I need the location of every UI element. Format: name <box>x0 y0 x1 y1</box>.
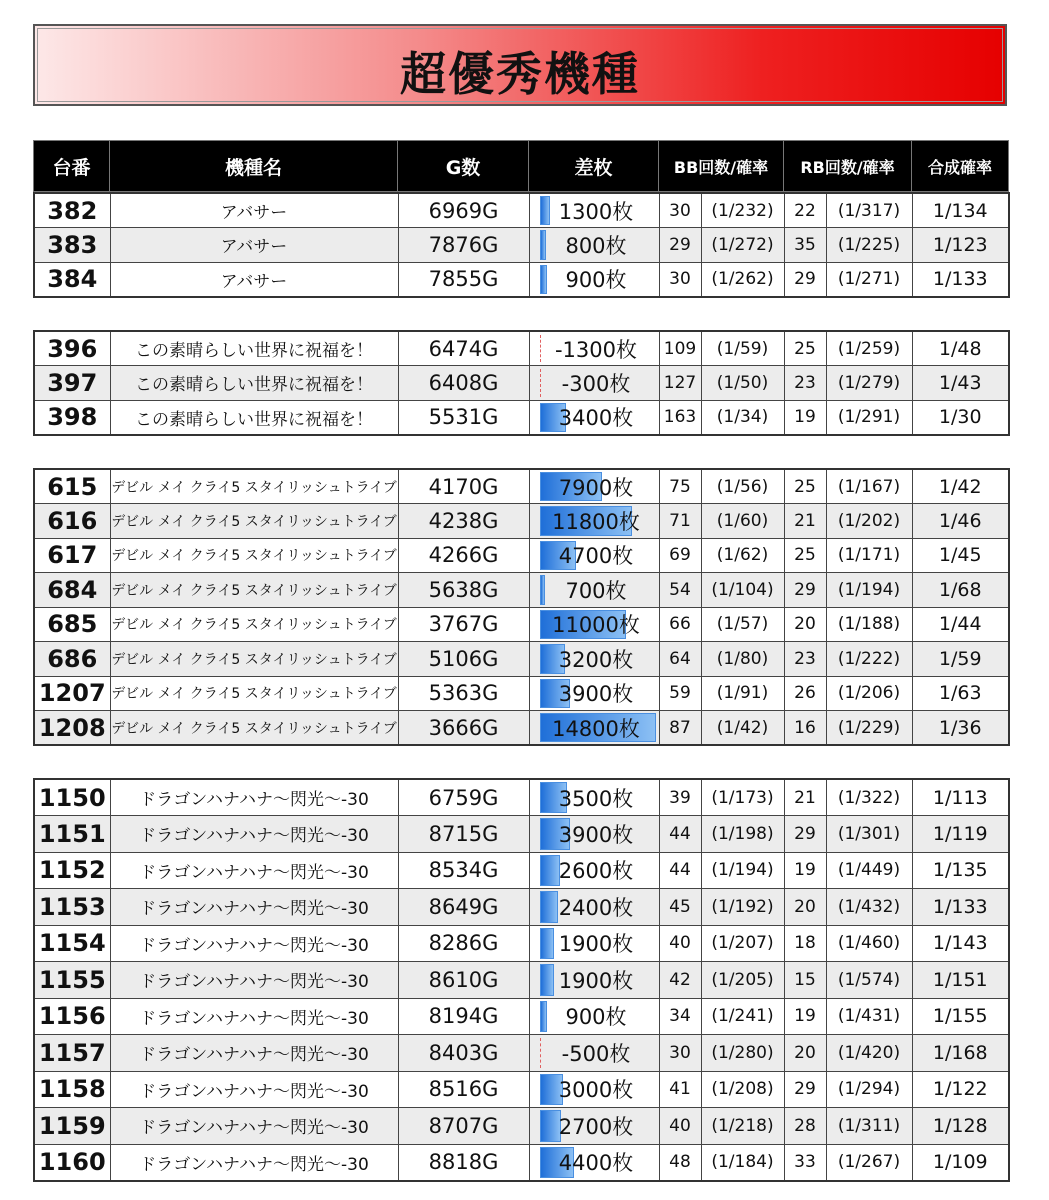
table-row <box>34 962 1009 999</box>
table-row <box>34 889 1009 926</box>
rb-count: 19 <box>784 400 826 435</box>
combined-probability: 1/46 <box>912 504 1009 539</box>
machine-group-table <box>33 778 1010 1182</box>
machine-name: ドラゴンハナハナ～閃光～-30 <box>110 925 398 962</box>
machine-name: ドラゴンハナハナ～閃光～-30 <box>110 1035 398 1072</box>
game-count: 4170G <box>398 469 529 504</box>
table-row <box>34 504 1009 539</box>
machine-number: 1154 <box>34 925 110 962</box>
diff-cell <box>529 711 659 746</box>
machine-number: 1160 <box>34 1144 110 1181</box>
rb-count: 35 <box>784 228 826 263</box>
bb-probability: (1/59) <box>701 331 784 366</box>
bb-count: 163 <box>659 400 701 435</box>
machine-number: 1153 <box>34 889 110 926</box>
diff-cell <box>529 193 659 228</box>
header-games: G数 <box>398 141 529 192</box>
bb-count: 54 <box>659 573 701 608</box>
combined-probability: 1/68 <box>912 573 1009 608</box>
combined-probability: 1/134 <box>912 193 1009 228</box>
bb-probability: (1/60) <box>701 504 784 539</box>
diff-value: 900枚 <box>565 268 627 292</box>
table-row <box>34 1035 1009 1072</box>
machine-number: 1208 <box>34 711 110 746</box>
combined-probability: 1/109 <box>912 1144 1009 1181</box>
diff-value: 2700枚 <box>558 1114 634 1139</box>
game-count: 6408G <box>398 366 529 401</box>
table-row <box>34 400 1009 435</box>
game-count: 8194G <box>398 998 529 1035</box>
rb-count: 20 <box>784 1035 826 1072</box>
machine-name: この素晴らしい世界に祝福を！ <box>110 331 398 366</box>
rb-count: 25 <box>784 469 826 504</box>
game-count: 3767G <box>398 607 529 642</box>
bb-count: 34 <box>659 998 701 1035</box>
machine-number: 1155 <box>34 962 110 999</box>
game-count: 8707G <box>398 1108 529 1145</box>
bb-probability: (1/272) <box>701 228 784 263</box>
machine-number: 685 <box>34 607 110 642</box>
rb-probability: (1/206) <box>826 676 912 711</box>
combined-probability: 1/123 <box>912 228 1009 263</box>
rb-count: 16 <box>784 711 826 746</box>
combined-probability: 1/143 <box>912 925 1009 962</box>
machine-number: 615 <box>34 469 110 504</box>
combined-probability: 1/133 <box>912 889 1009 926</box>
rb-count: 25 <box>784 331 826 366</box>
table-row <box>34 711 1009 746</box>
bb-count: 48 <box>659 1144 701 1181</box>
table-row <box>34 538 1009 573</box>
machine-group-table <box>33 468 1010 746</box>
diff-cell <box>529 962 659 999</box>
diff-cell <box>529 889 659 926</box>
bb-count: 30 <box>659 193 701 228</box>
bb-count: 69 <box>659 538 701 573</box>
diff-cell <box>529 504 659 539</box>
game-count: 6969G <box>398 193 529 228</box>
game-count: 8534G <box>398 852 529 889</box>
rb-probability: (1/322) <box>826 779 912 816</box>
rb-probability: (1/222) <box>826 642 912 677</box>
rb-probability: (1/460) <box>826 925 912 962</box>
bb-count: 64 <box>659 642 701 677</box>
bb-probability: (1/50) <box>701 366 784 401</box>
game-count: 8818G <box>398 1144 529 1181</box>
table-row <box>34 816 1009 853</box>
table-row <box>34 1071 1009 1108</box>
diff-value: 14800枚 <box>552 716 640 741</box>
machine-name: ドラゴンハナハナ～閃光～-30 <box>110 779 398 816</box>
machine-number: 686 <box>34 642 110 677</box>
rb-probability: (1/267) <box>826 1144 912 1181</box>
rb-probability: (1/259) <box>826 331 912 366</box>
rb-probability: (1/311) <box>826 1108 912 1145</box>
rb-count: 23 <box>784 366 826 401</box>
diff-cell <box>529 1144 659 1181</box>
rb-probability: (1/194) <box>826 573 912 608</box>
machine-name: ドラゴンハナハナ～閃光～-30 <box>110 816 398 853</box>
diff-cell <box>529 262 659 297</box>
table-row <box>34 469 1009 504</box>
diff-value: 2400枚 <box>558 895 634 920</box>
header-rb: RB回数/確率 <box>784 141 912 192</box>
machine-name: ドラゴンハナハナ～閃光～-30 <box>110 1108 398 1145</box>
combined-probability: 1/45 <box>912 538 1009 573</box>
rb-probability: (1/279) <box>826 366 912 401</box>
table-row <box>34 1108 1009 1145</box>
machine-number: 1150 <box>34 779 110 816</box>
diff-cell <box>529 228 659 263</box>
combined-probability: 1/113 <box>912 779 1009 816</box>
game-count: 3666G <box>398 711 529 746</box>
header-total: 合成確率 <box>912 141 1009 192</box>
table-row <box>34 998 1009 1035</box>
rb-count: 33 <box>784 1144 826 1181</box>
game-count: 8715G <box>398 816 529 853</box>
rb-count: 28 <box>784 1108 826 1145</box>
rb-probability: (1/431) <box>826 998 912 1035</box>
bb-count: 127 <box>659 366 701 401</box>
rb-count: 18 <box>784 925 826 962</box>
header-machine-name: 機種名 <box>110 141 398 192</box>
rb-probability: (1/271) <box>826 262 912 297</box>
game-count: 6474G <box>398 331 529 366</box>
game-count: 6759G <box>398 779 529 816</box>
diff-value: -500枚 <box>561 1041 631 1066</box>
combined-probability: 1/135 <box>912 852 1009 889</box>
bb-count: 109 <box>659 331 701 366</box>
machine-name: デビル メイ クライ5 スタイリッシュトライブ <box>110 676 398 711</box>
diff-cell <box>529 816 659 853</box>
game-count: 4266G <box>398 538 529 573</box>
machine-number: 1152 <box>34 852 110 889</box>
combined-probability: 1/63 <box>912 676 1009 711</box>
diff-value: 2600枚 <box>558 859 634 884</box>
rb-probability: (1/188) <box>826 607 912 642</box>
bb-probability: (1/232) <box>701 193 784 228</box>
machine-number: 383 <box>34 228 110 263</box>
game-count: 8610G <box>398 962 529 999</box>
machine-name: この素晴らしい世界に祝福を！ <box>110 400 398 435</box>
machine-name: ドラゴンハナハナ～閃光～-30 <box>110 998 398 1035</box>
table-row <box>34 262 1009 297</box>
diff-value: 3400枚 <box>558 406 634 430</box>
bb-count: 75 <box>659 469 701 504</box>
rb-probability: (1/229) <box>826 711 912 746</box>
diff-cell <box>529 1108 659 1145</box>
bb-probability: (1/241) <box>701 998 784 1035</box>
diff-value: 7900枚 <box>558 475 634 500</box>
table-row <box>34 193 1009 228</box>
combined-probability: 1/122 <box>912 1071 1009 1108</box>
machine-name: デビル メイ クライ5 スタイリッシュトライブ <box>110 538 398 573</box>
combined-probability: 1/59 <box>912 642 1009 677</box>
header-diff: 差枚 <box>529 141 659 192</box>
table-row <box>34 366 1009 401</box>
combined-probability: 1/128 <box>912 1108 1009 1145</box>
bb-count: 40 <box>659 1108 701 1145</box>
combined-probability: 1/36 <box>912 711 1009 746</box>
rb-probability: (1/449) <box>826 852 912 889</box>
machine-name: ドラゴンハナハナ～閃光～-30 <box>110 1071 398 1108</box>
rb-probability: (1/317) <box>826 193 912 228</box>
header-table <box>33 140 1009 192</box>
rb-probability: (1/420) <box>826 1035 912 1072</box>
diff-value: 800枚 <box>565 233 627 258</box>
diff-cell <box>529 852 659 889</box>
machine-number: 1156 <box>34 998 110 1035</box>
machine-number: 384 <box>34 262 110 297</box>
header-row <box>34 141 1009 192</box>
diff-cell <box>529 779 659 816</box>
table-row <box>34 779 1009 816</box>
rb-probability: (1/291) <box>826 400 912 435</box>
machine-number: 396 <box>34 331 110 366</box>
rb-count: 25 <box>784 538 826 573</box>
game-count: 7855G <box>398 262 529 297</box>
rb-count: 20 <box>784 607 826 642</box>
game-count: 8286G <box>398 925 529 962</box>
header-bb: BB回数/確率 <box>659 141 784 192</box>
rb-probability: (1/167) <box>826 469 912 504</box>
bb-probability: (1/262) <box>701 262 784 297</box>
diff-value: 1300枚 <box>558 199 634 224</box>
bb-probability: (1/80) <box>701 642 784 677</box>
diff-cell <box>529 925 659 962</box>
table-row <box>34 607 1009 642</box>
rb-count: 29 <box>784 816 826 853</box>
machine-number: 616 <box>34 504 110 539</box>
rb-count: 23 <box>784 642 826 677</box>
bb-count: 39 <box>659 779 701 816</box>
table-row <box>34 642 1009 677</box>
game-count: 8649G <box>398 889 529 926</box>
rb-count: 29 <box>784 262 826 297</box>
bb-count: 40 <box>659 925 701 962</box>
title-banner <box>33 24 1007 106</box>
diff-value: 3900枚 <box>558 822 634 847</box>
rb-count: 15 <box>784 962 826 999</box>
rb-count: 19 <box>784 852 826 889</box>
machine-number: 382 <box>34 193 110 228</box>
bb-count: 87 <box>659 711 701 746</box>
machine-name: ドラゴンハナハナ～閃光～-30 <box>110 962 398 999</box>
machine-name: この素晴らしい世界に祝福を！ <box>110 366 398 401</box>
bb-probability: (1/192) <box>701 889 784 926</box>
bb-probability: (1/104) <box>701 573 784 608</box>
bb-probability: (1/207) <box>701 925 784 962</box>
bb-probability: (1/208) <box>701 1071 784 1108</box>
bb-probability: (1/91) <box>701 676 784 711</box>
bb-count: 44 <box>659 816 701 853</box>
bb-probability: (1/184) <box>701 1144 784 1181</box>
bb-probability: (1/62) <box>701 538 784 573</box>
game-count: 5106G <box>398 642 529 677</box>
diff-value: -300枚 <box>561 371 631 396</box>
table-row <box>34 228 1009 263</box>
machine-name: アバサー <box>110 228 398 263</box>
machine-name: ドラゴンハナハナ～閃光～-30 <box>110 1144 398 1181</box>
rb-count: 20 <box>784 889 826 926</box>
table-row <box>34 925 1009 962</box>
diff-cell <box>529 642 659 677</box>
page-title: 超優秀機種 <box>400 47 640 101</box>
diff-cell <box>529 366 659 401</box>
combined-probability: 1/133 <box>912 262 1009 297</box>
diff-value: 1900枚 <box>558 968 634 993</box>
combined-probability: 1/44 <box>912 607 1009 642</box>
combined-probability: 1/30 <box>912 400 1009 435</box>
game-count: 8516G <box>398 1071 529 1108</box>
bb-count: 59 <box>659 676 701 711</box>
diff-value: 4400枚 <box>558 1151 634 1175</box>
rb-probability: (1/171) <box>826 538 912 573</box>
machine-name: ドラゴンハナハナ～閃光～-30 <box>110 889 398 926</box>
rb-count: 26 <box>784 676 826 711</box>
diff-cell <box>529 331 659 366</box>
bb-count: 30 <box>659 1035 701 1072</box>
machine-number: 617 <box>34 538 110 573</box>
diff-cell <box>529 676 659 711</box>
diff-cell <box>529 400 659 435</box>
diff-value: 1900枚 <box>558 932 634 957</box>
game-count: 7876G <box>398 228 529 263</box>
rb-count: 21 <box>784 779 826 816</box>
diff-value: 3500枚 <box>558 786 634 811</box>
bb-probability: (1/198) <box>701 816 784 853</box>
machine-name: デビル メイ クライ5 スタイリッシュトライブ <box>110 469 398 504</box>
machine-number: 1151 <box>34 816 110 853</box>
diff-value: 11000枚 <box>552 613 640 638</box>
machine-number: 398 <box>34 400 110 435</box>
diff-cell <box>529 538 659 573</box>
table-row <box>34 1144 1009 1181</box>
game-count: 4238G <box>398 504 529 539</box>
diff-cell <box>529 469 659 504</box>
combined-probability: 1/48 <box>912 331 1009 366</box>
combined-probability: 1/151 <box>912 962 1009 999</box>
machine-number: 1157 <box>34 1035 110 1072</box>
combined-probability: 1/168 <box>912 1035 1009 1072</box>
diff-cell <box>529 573 659 608</box>
machine-group-table <box>33 330 1010 436</box>
bb-probability: (1/57) <box>701 607 784 642</box>
diff-value: 700枚 <box>565 578 627 603</box>
diff-value: -1300枚 <box>554 337 638 362</box>
bb-probability: (1/194) <box>701 852 784 889</box>
bb-count: 66 <box>659 607 701 642</box>
rb-probability: (1/202) <box>826 504 912 539</box>
combined-probability: 1/42 <box>912 469 1009 504</box>
diff-cell <box>529 998 659 1035</box>
bb-probability: (1/56) <box>701 469 784 504</box>
table-row <box>34 676 1009 711</box>
machine-name: アバサー <box>110 262 398 297</box>
machine-name: デビル メイ クライ5 スタイリッシュトライブ <box>110 504 398 539</box>
machine-number: 397 <box>34 366 110 401</box>
machine-number: 1158 <box>34 1071 110 1108</box>
rb-count: 19 <box>784 998 826 1035</box>
rb-count: 29 <box>784 573 826 608</box>
bb-probability: (1/218) <box>701 1108 784 1145</box>
bb-count: 71 <box>659 504 701 539</box>
rb-count: 21 <box>784 504 826 539</box>
rb-probability: (1/301) <box>826 816 912 853</box>
diff-cell <box>529 607 659 642</box>
table-row <box>34 852 1009 889</box>
bb-count: 44 <box>659 852 701 889</box>
game-count: 8403G <box>398 1035 529 1072</box>
machine-name: ドラゴンハナハナ～閃光～-30 <box>110 852 398 889</box>
combined-probability: 1/155 <box>912 998 1009 1035</box>
game-count: 5363G <box>398 676 529 711</box>
rb-count: 22 <box>784 193 826 228</box>
machine-name: デビル メイ クライ5 スタイリッシュトライブ <box>110 642 398 677</box>
bb-count: 45 <box>659 889 701 926</box>
table-row <box>34 573 1009 608</box>
diff-value: 3900枚 <box>558 682 634 707</box>
bb-probability: (1/42) <box>701 711 784 746</box>
bb-count: 41 <box>659 1071 701 1108</box>
diff-value: 3000枚 <box>558 1078 634 1103</box>
diff-value: 900枚 <box>565 1005 627 1030</box>
machine-group-table <box>33 192 1010 298</box>
rb-probability: (1/574) <box>826 962 912 999</box>
diff-cell <box>529 1071 659 1108</box>
diff-value: 4700枚 <box>558 544 634 569</box>
diff-value: 3200枚 <box>558 647 634 672</box>
rb-count: 29 <box>784 1071 826 1108</box>
game-count: 5638G <box>398 573 529 608</box>
bb-count: 42 <box>659 962 701 999</box>
diff-cell <box>529 1035 659 1072</box>
machine-number: 684 <box>34 573 110 608</box>
rb-probability: (1/225) <box>826 228 912 263</box>
machine-name: デビル メイ クライ5 スタイリッシュトライブ <box>110 711 398 746</box>
combined-probability: 1/119 <box>912 816 1009 853</box>
machine-name: デビル メイ クライ5 スタイリッシュトライブ <box>110 607 398 642</box>
bb-probability: (1/34) <box>701 400 784 435</box>
machine-number: 1159 <box>34 1108 110 1145</box>
combined-probability: 1/43 <box>912 366 1009 401</box>
machine-number: 1207 <box>34 676 110 711</box>
rb-probability: (1/432) <box>826 889 912 926</box>
machine-name: アバサー <box>110 193 398 228</box>
bb-probability: (1/280) <box>701 1035 784 1072</box>
bb-probability: (1/173) <box>701 779 784 816</box>
diff-value: 11800枚 <box>552 509 640 534</box>
rb-probability: (1/294) <box>826 1071 912 1108</box>
bb-count: 30 <box>659 262 701 297</box>
table-row <box>34 331 1009 366</box>
game-count: 5531G <box>398 400 529 435</box>
header-machine-no: 台番 <box>34 141 110 192</box>
bb-count: 29 <box>659 228 701 263</box>
bb-probability: (1/205) <box>701 962 784 999</box>
machine-name: デビル メイ クライ5 スタイリッシュトライブ <box>110 573 398 608</box>
